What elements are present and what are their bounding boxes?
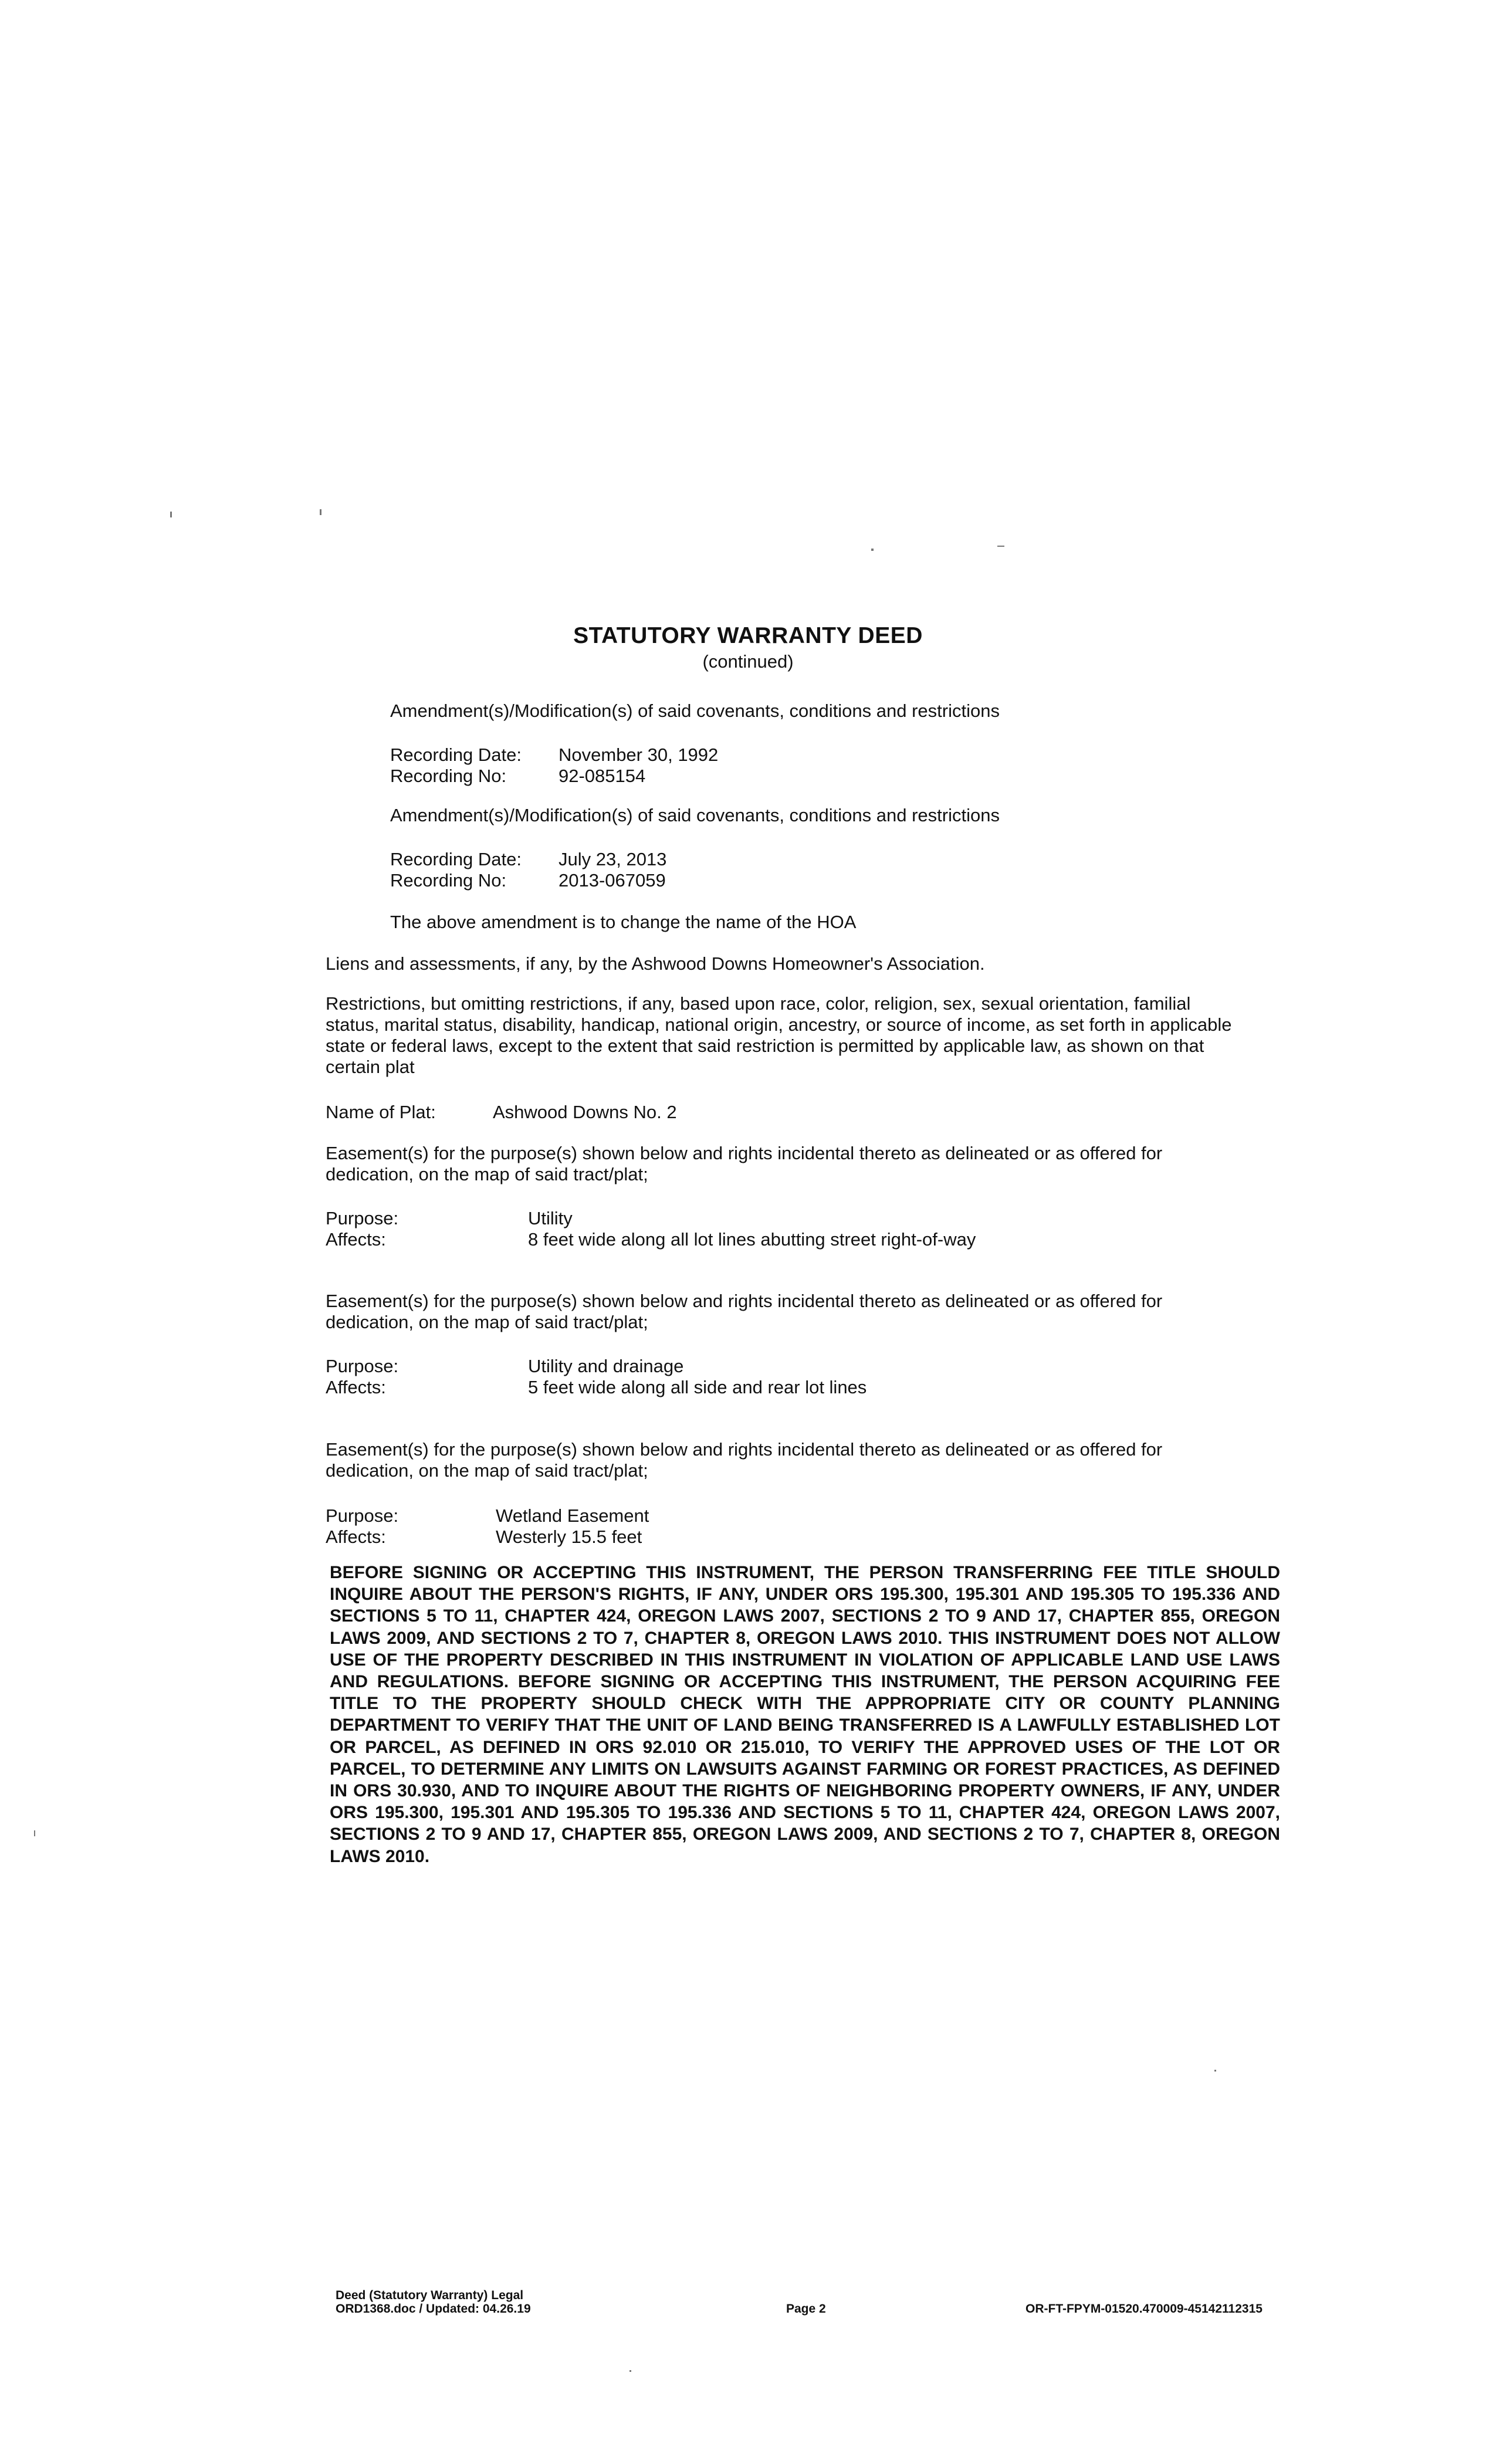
recording-no-label: Recording No: (390, 870, 507, 891)
recording-no-value: 2013-067059 (559, 870, 666, 891)
scan-speck (34, 1830, 35, 1836)
recording-date-value: July 23, 2013 (559, 849, 667, 869)
recording-date-label: Recording Date: (390, 744, 522, 765)
recording-date-label: Recording Date: (390, 849, 522, 869)
footer-file-number: OR-FT-FPYM-01520.470009-45142112315 (1025, 2302, 1263, 2316)
restrictions-line: status, marital status, disability, handicap, national origin, ancestry, or source of income, as set forth in applicable (326, 1014, 1232, 1035)
scan-speck (1214, 2070, 1216, 2072)
purpose-value: Utility and drainage (528, 1356, 684, 1376)
purpose-label: Purpose: (326, 1505, 399, 1526)
easement-intro: Easement(s) for the purpose(s) shown below and rights incidental thereto as delineated or as offered for (326, 1439, 1163, 1460)
restrictions-line: state or federal laws, except to the extent that said restriction is permitted by applicable law, as shown on that (326, 1035, 1204, 1056)
easement-intro: Easement(s) for the purpose(s) shown below and rights incidental thereto as delineated or as offered for (326, 1291, 1163, 1311)
document-subtitle: (continued) (702, 651, 794, 672)
restrictions-line: certain plat (326, 1057, 415, 1077)
affects-label: Affects: (326, 1229, 386, 1250)
easement-intro: dedication, on the map of said tract/plat; (326, 1164, 648, 1184)
easement-intro: Easement(s) for the purpose(s) shown below and rights incidental thereto as delineated or as offered for (326, 1143, 1163, 1163)
amendment-note: The above amendment is to change the name of the HOA (390, 912, 857, 932)
footer-form-file: ORD1368.doc / Updated: 04.26.19 (336, 2302, 531, 2316)
affects-value: 8 feet wide along all lot lines abutting street right-of-way (528, 1229, 976, 1250)
easement-intro: dedication, on the map of said tract/plat; (326, 1460, 648, 1481)
liens-text: Liens and assessments, if any, by the Ashwood Downs Homeowner's Association. (326, 953, 985, 974)
scan-speck (997, 546, 1004, 547)
scan-speck (871, 549, 874, 551)
recording-date-value: November 30, 1992 (559, 744, 719, 765)
recording-no-value: 92-085154 (559, 766, 646, 786)
amendment-heading: Amendment(s)/Modification(s) of said covenants, conditions and restrictions (390, 700, 1000, 721)
scan-speck (170, 512, 172, 517)
purpose-label: Purpose: (326, 1356, 399, 1376)
scan-speck (629, 2370, 631, 2372)
plat-label: Name of Plat: (326, 1102, 436, 1122)
statutory-warning: BEFORE SIGNING OR ACCEPTING THIS INSTRUMENT, THE PERSON TRANSFERRING FEE TITLE SHOULD INQUIRE ABOUT THE PERSON'S RIGHTS, IF ANY, UNDER ORS 195.300, 195.301 AND 195.305 TO 195.336 AND SECTIONS 5 TO 11, CHAPTER 424, OREGON LAWS 2007, SECTIONS 2 TO 9 AND 17, CHAPTER 855, OREGON LAWS 2009, AND SECTIONS 2 TO 7, CHAPTER 8, OREGON LAWS 2010. THIS INSTRUMENT DOES NOT ALLOW USE OF THE PROPERTY DESCRIBED IN THIS INSTRUMENT IN VIOLATION OF APPLICABLE LAND USE LAWS AND REGULATIONS. BEFORE SIGNING OR ACCEPTING THIS INSTRUMENT, THE PERSON ACQUIRING FEE TITLE TO THE PROPERTY SHOULD CHECK WITH THE APPROPRIATE CITY OR COUNTY PLANNING DEPARTMENT TO VERIFY THAT THE UNIT OF LAND BEING TRANSFERRED IS A LAWFULLY ESTABLISHED LOT OR PARCEL, AS DEFINED IN ORS 92.010 OR 215.010, TO VERIFY THE APPROVED USES OF THE LOT OR PARCEL, TO DETERMINE ANY LIMITS ON LAWSUITS AGAINST FARMING OR FOREST PRACTICES, AS DEFINED IN ORS 30.930, AND TO INQUIRE ABOUT THE RIGHTS OF NEIGHBORING PROPERTY OWNERS, IF ANY, UNDER ORS 195.300, 195.301 AND 195.305 TO 195.336 AND SECTIONS 5 TO 11, CHAPTER 424, OREGON LAWS 2007, SECTIONS 2 TO 9 AND 17, CHAPTER 855, OREGON LAWS 2009, AND SECTIONS 2 TO 7, CHAPTER 8, OREGON LAWS 2010. (330, 1563, 1280, 1866)
document-title: STATUTORY WARRANTY DEED (573, 623, 923, 648)
amendment-heading: Amendment(s)/Modification(s) of said covenants, conditions and restrictions (390, 805, 1000, 825)
footer-form-name: Deed (Statutory Warranty) Legal (336, 2289, 524, 2302)
purpose-value: Utility (528, 1208, 573, 1228)
recording-no-label: Recording No: (390, 766, 507, 786)
affects-label: Affects: (326, 1527, 386, 1547)
scan-speck (320, 509, 321, 515)
restrictions-line: Restrictions, but omitting restrictions, if any, based upon race, color, religion, sex, sexual orientation, familial (326, 993, 1191, 1014)
easement-intro: dedication, on the map of said tract/plat; (326, 1312, 648, 1332)
plat-value: Ashwood Downs No. 2 (493, 1102, 677, 1122)
purpose-label: Purpose: (326, 1208, 399, 1228)
affects-label: Affects: (326, 1377, 386, 1397)
affects-value: 5 feet wide along all side and rear lot lines (528, 1377, 867, 1397)
footer-page-number: Page 2 (786, 2302, 826, 2316)
purpose-value: Wetland Easement (496, 1505, 649, 1526)
affects-value: Westerly 15.5 feet (496, 1527, 642, 1547)
